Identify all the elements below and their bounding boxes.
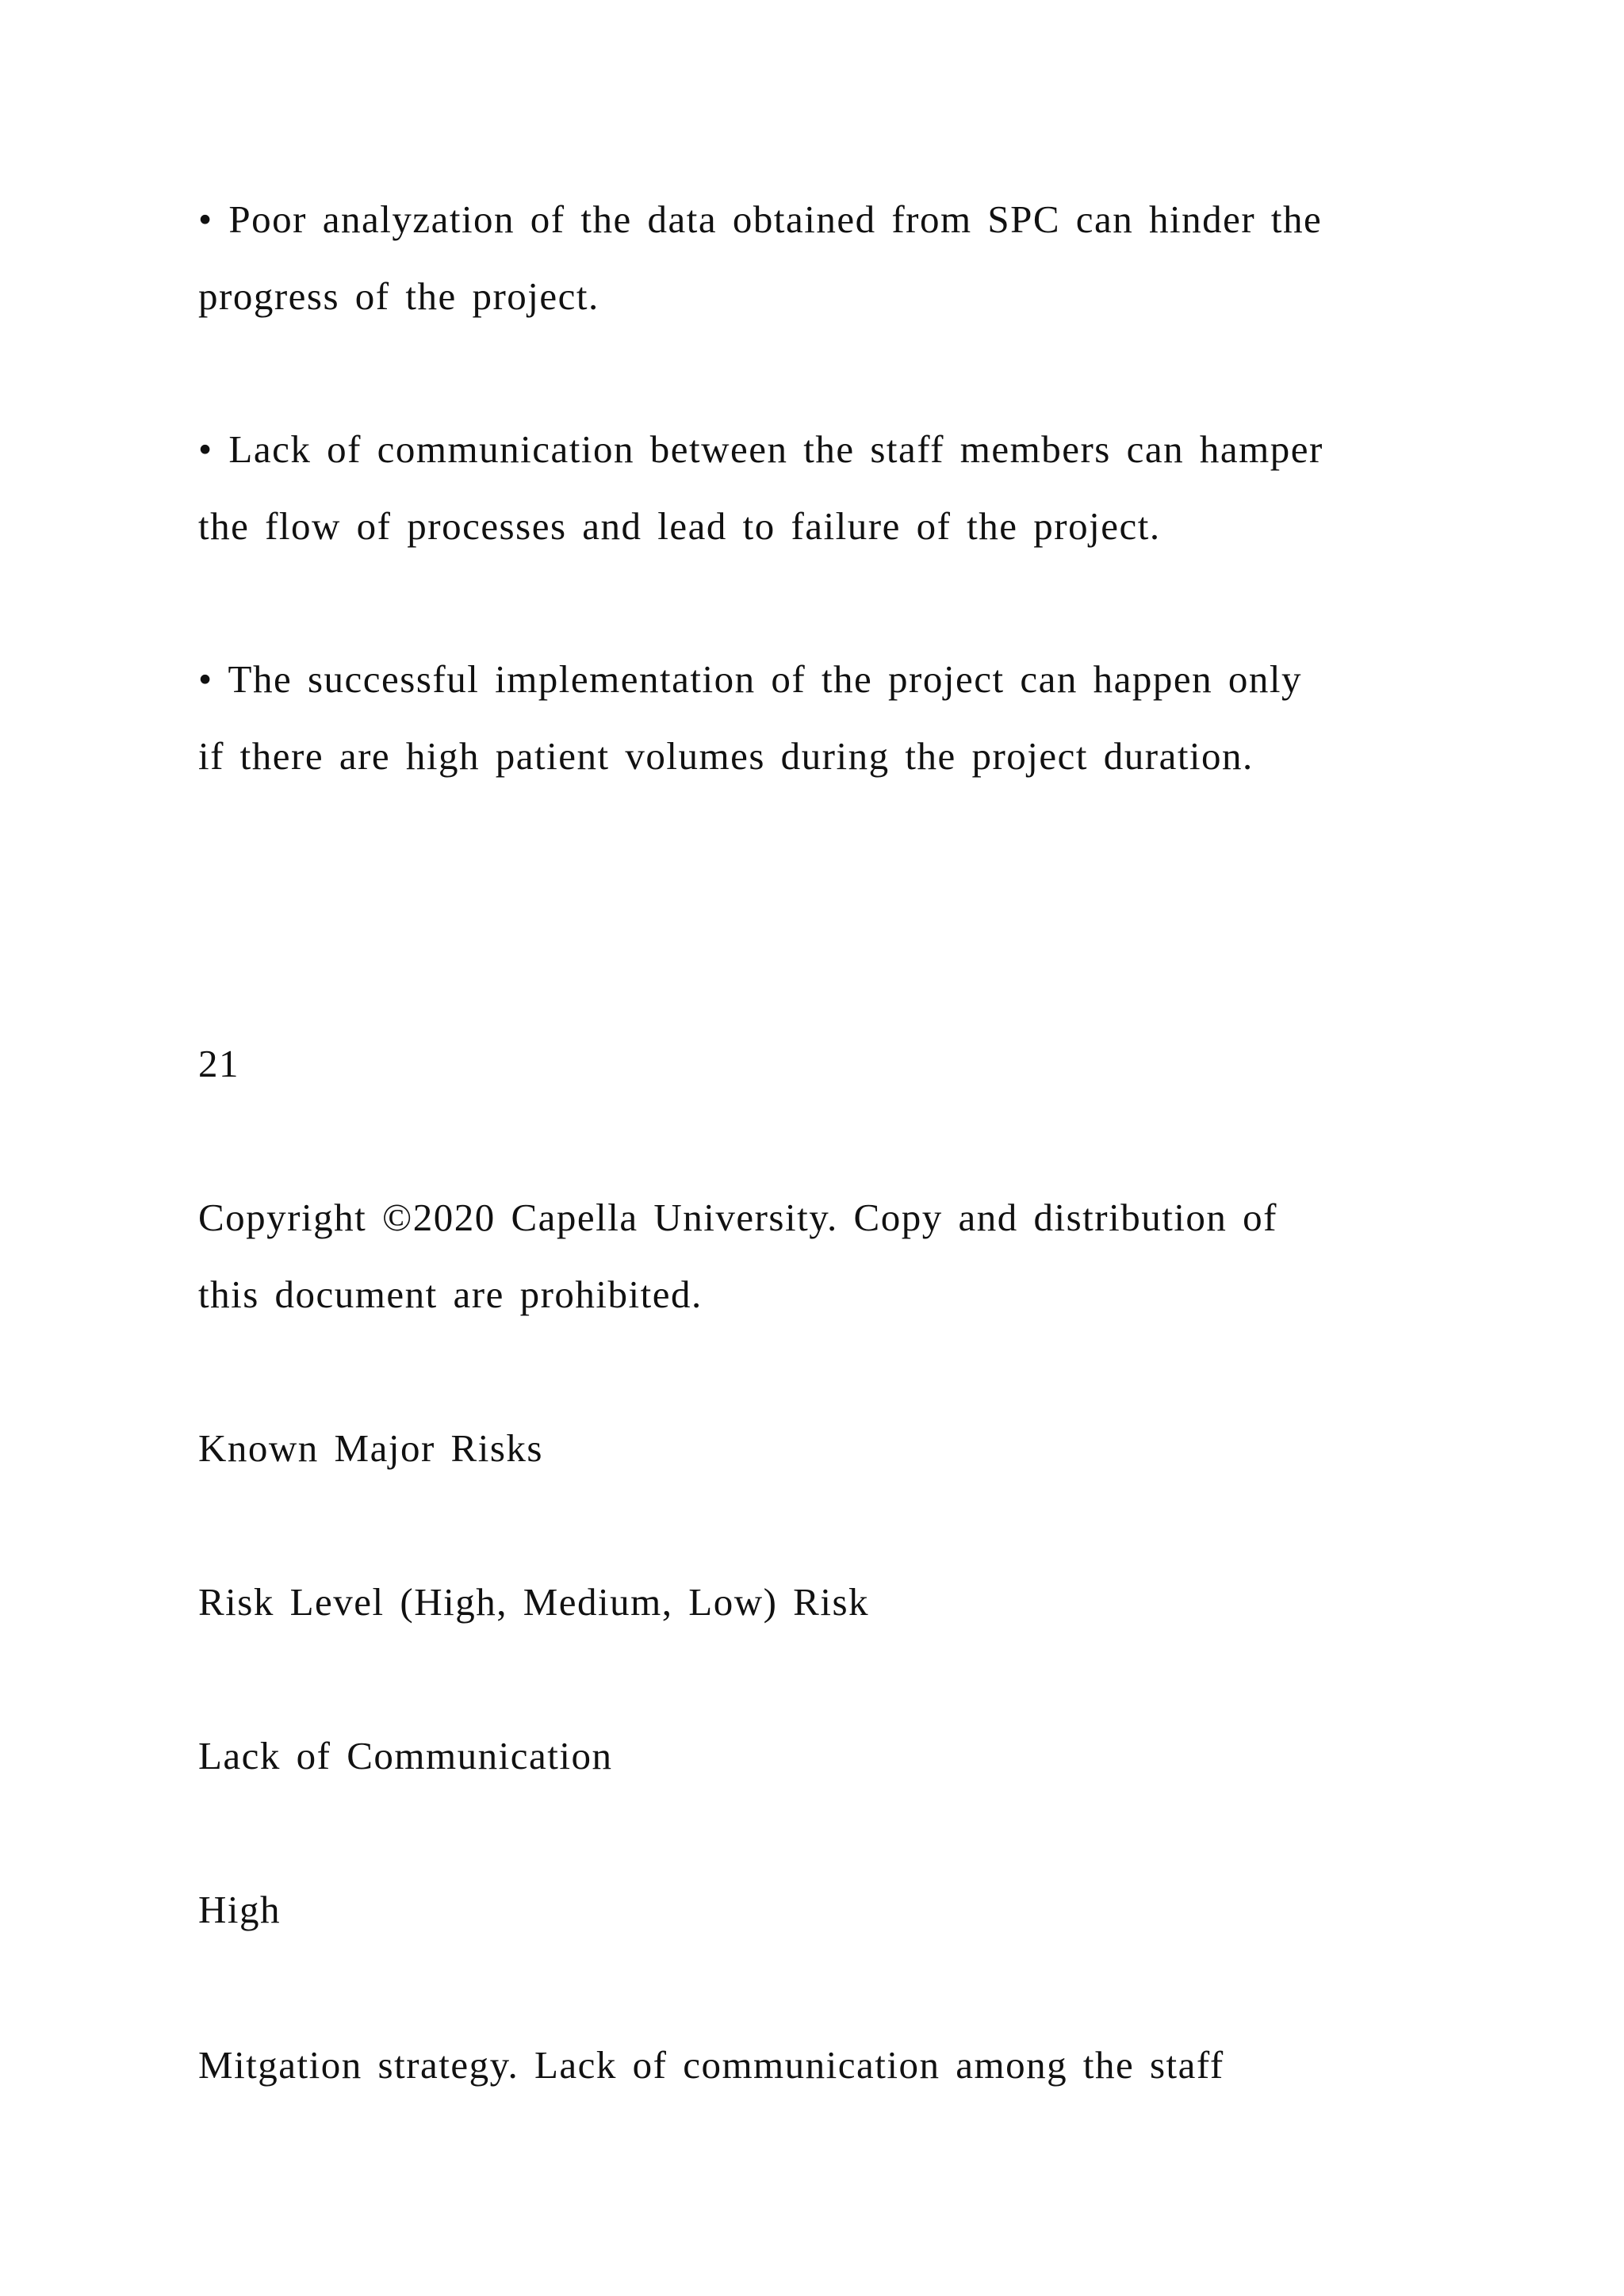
bullet-3-line-2: if there are high patient volumes during the project duration. [198, 734, 1254, 778]
bullet-2-line-1: • Lack of communication between the staff members can hamper [198, 427, 1323, 471]
risk-level: High [198, 1888, 281, 1931]
bullet-3-line-1: • The successful implementation of the project can happen only [198, 657, 1302, 701]
page-number: 21 [198, 1042, 239, 1085]
copyright-line-1: Copyright ©2020 Capella University. Copy and distribution of [198, 1196, 1277, 1239]
copyright-line-2: this document are prohibited. [198, 1272, 703, 1316]
bullet-1-line-2: progress of the project. [198, 274, 599, 318]
column-header: Risk Level (High, Medium, Low) Risk [198, 1580, 870, 1624]
mitigation-strategy: Mitgation strategy. Lack of communication among the staff [198, 2043, 1224, 2087]
table-heading: Known Major Risks [198, 1426, 543, 1470]
bullet-1-line-1: • Poor analyzation of the data obtained from SPC can hinder the [198, 197, 1323, 241]
risk-name: Lack of Communication [198, 1734, 613, 1777]
bullet-2-line-2: the flow of processes and lead to failure of the project. [198, 504, 1161, 548]
